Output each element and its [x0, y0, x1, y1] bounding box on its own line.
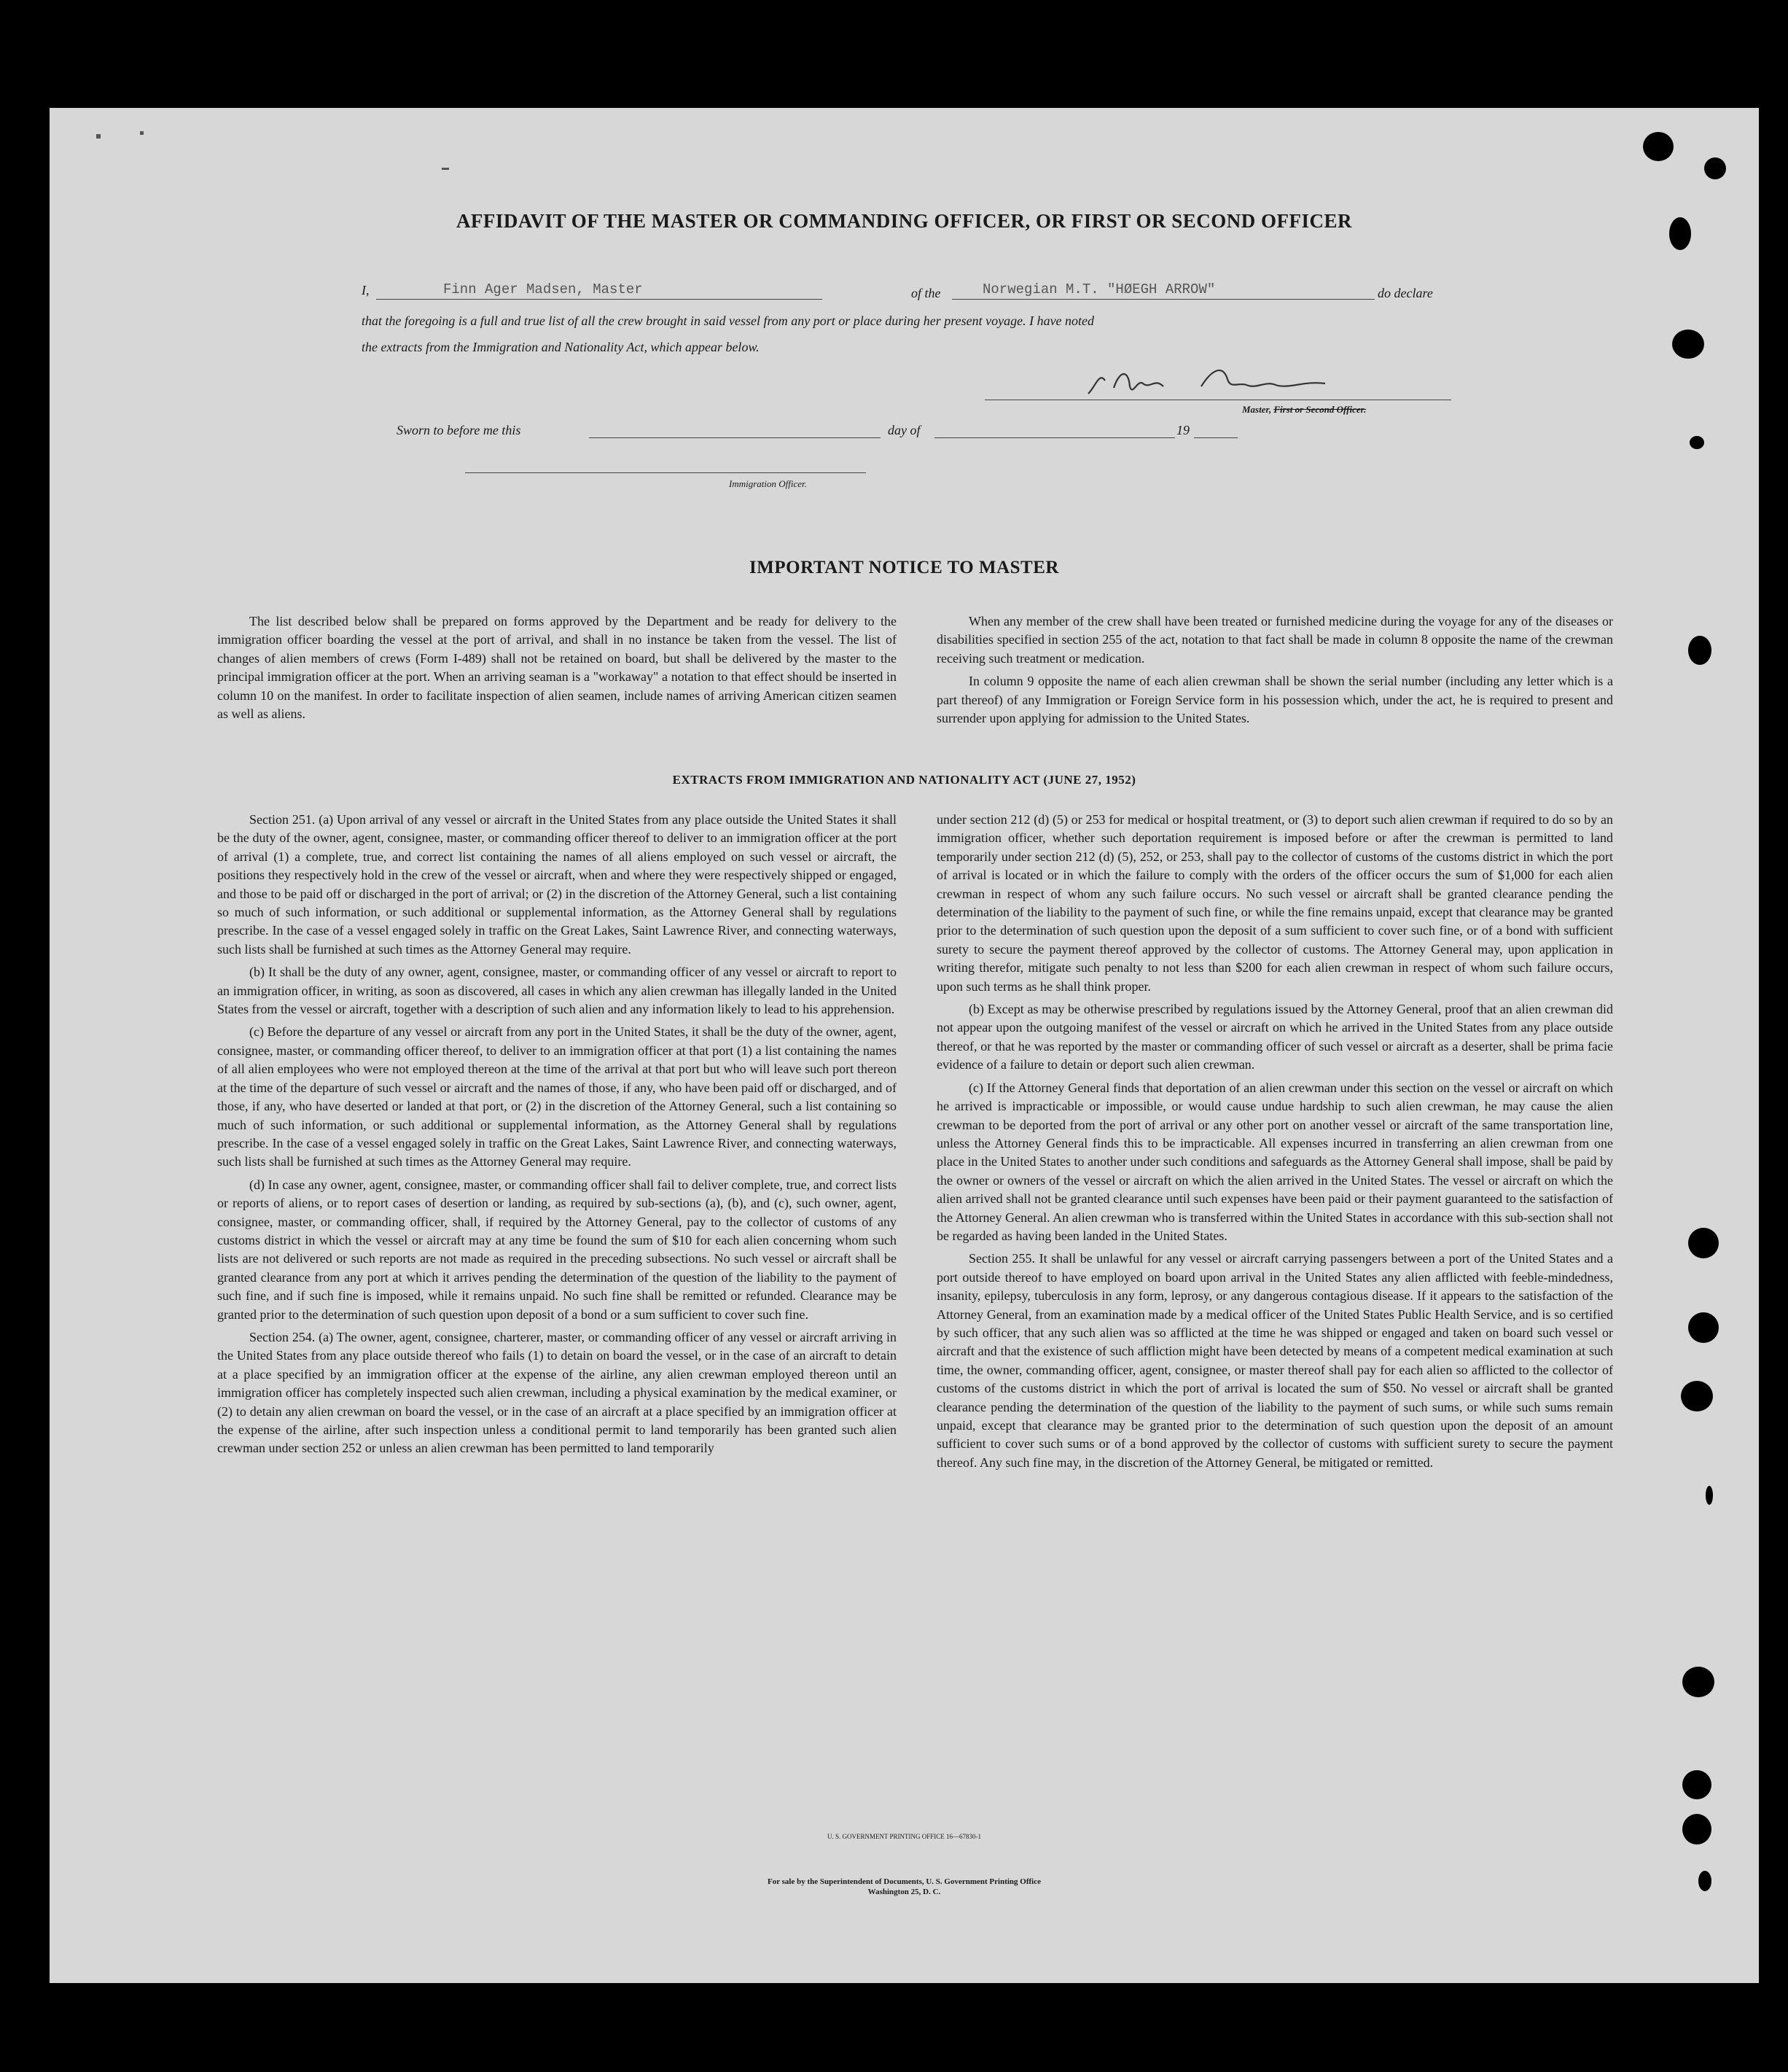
name-line [376, 299, 822, 300]
notice-left-column [217, 612, 897, 728]
section-paragraph: (b) Except as may be otherwise prescribed by regulations issued by the Attorney General, proof that an alien crewman did not appear upon the outgoing manifest of the vessel or aircraft on which he arrived in the United States from any place outside thereof, or that he was reported by the master or commanding officer of such vessel or aircraft as a deserter, shall be prima facie evidence of a failure to detain or deport such alien crewman. [937, 1002, 1613, 1072]
section-paragraph: (c) Before the departure of any vessel or aircraft from any port in the United States, it shall be the duty of the owner, agent, consignee, master, or commanding officer thereof, to deliver to an immigration officer at that port (1) a list containing the names of all alien employees who were not employed thereon at the time of the arrival at that port but who will leave such port thereon at the time of the departure of such vessel or aircraft and the names of those, if any, who have been paid off or discharged, and of those, if any, who have deserted or landed at that port, or (2) in the discretion of the Attorney General, such a list containing so much of such information, or such additional or supplemental information, as the Attorney General shall by regulations prescribe. In the case of a vessel engaged solely in traffic on the Great Lakes, Saint Lawrence River, and connecting waterways, such lists shall be furnished at such times as the Attorney General may require. [217, 1024, 897, 1169]
binder-hole [1672, 330, 1704, 359]
sworn-label: Sworn to before me this [397, 423, 521, 437]
declaration-line-2: the extracts from the Immigration and Nationality Act, which appear below. [362, 340, 760, 354]
scan-speck [96, 134, 101, 139]
scan-speck [442, 168, 449, 170]
vessel-name-value: Norwegian M.T. "HØEGH ARROW" [983, 281, 1216, 297]
scan-speck [140, 131, 144, 135]
notice-title: IMPORTANT NOTICE TO MASTER [749, 558, 1059, 577]
year-prefix: 19 [1176, 423, 1190, 437]
officer-line [465, 472, 866, 473]
binder-hole [1682, 1814, 1711, 1845]
master-name-value: Finn Ager Madsen, Master [443, 281, 643, 297]
signature-caption: Master, First or Second Officer. [1242, 404, 1367, 415]
binder-hole [1669, 217, 1691, 250]
section-paragraph: under section 212 (d) (5) or 253 for medical or hospital treatment, or (3) to deport such alien crewman if required to do so by an immigration officer, whether such deportation requirement is imposed before or after the crewman is permitted to land temporarily under section 212 (d) (5), 252, or 253, shall pay to the collector of customs of the customs district in which the port of arrival is located or in which the failure to comply with the orders of the officer occurs the sum of $1,000 for each alien crewman in respect of whom any such failure occurs. No such vessel or aircraft shall be granted clearance pending the determination of the liability to the payment of such fine, or while the fine remains unpaid, except that clearance may be granted prior to the determination of such question upon the deposit of a sum sufficient to cover such fine, or of a bond with sufficient surety to secure the payment thereof approved by the collector of customs. The Attorney General may, upon application in writing therefor, mitigate such penalty to not less than $200 for each alien crewman in respect of whom such failure occurs, upon such terms as he shall think proper. [937, 812, 1613, 994]
of-the-label: of the [911, 286, 941, 300]
notice-paragraph: When any member of the crew shall have been treated or furnished medicine during the voyage for any of the diseases or disabilities specified in section 255 of the act, notation to that fact shall be made in column 8 opposite the name of the crewman receiving such treatment or medication. [937, 614, 1613, 666]
immigration-officer-label: Immigration Officer. [729, 478, 807, 489]
binder-hole [1681, 1381, 1713, 1411]
sale-notice-line-1: For sale by the Superintendent of Documents, U. S. Government Printing Office [768, 1877, 1041, 1886]
section-paragraph: Section 254. (a) The owner, agent, consignee, charterer, master, or commanding officer of any vessel or aircraft arriving in the United States from any place outside thereof who fails (1) to detain on board the vessel, or in the case of an aircraft to detain at a place specified by an immigration officer at the expense of the airline, any alien crewman employed thereon until an immigration officer has completely inspected such alien crewman, including a physical examination by the medical examiner, or (2) to detain any alien crewman on board the vessel, or in the case of an aircraft at a place specified by an immigration officer at the expense of the airline, after such inspection unless a conditional permit to land temporarily has been granted such alien crewman under section 252 or unless an alien crewman has been permitted to land temporarily [217, 1329, 897, 1456]
i-label: I, [362, 283, 370, 297]
binder-hole [1682, 1667, 1714, 1697]
section-paragraph: (c) If the Attorney General finds that deportation of an alien crewman under this section on the vessel or aircraft on which he arrived is impracticable or impossible, or would cause undue hardship to such alien crewman, he may cause the alien crewman to be deported from the port of arrival or any other port on another vessel or aircraft of the same transportation line, unless the Attorney General finds this to be impracticable. All expenses incurred in transferring an alien crewman from one place in the United States to another under such conditions and safeguards as the Attorney General shall impose, shall be paid by the owner or owners of the vessel or aircraft on which the alien arrived in the United States. The vessel or aircraft on which the alien arrived shall not be granted clearance until such expenses have been paid or their payment guaranteed to the satisfaction of the Attorney General. An alien crewman who is transferred within the United States in accordance with this sub-section shall not be regarded as having been landed in the United States. [937, 1080, 1613, 1243]
extracts-right-column [937, 811, 1613, 1476]
binder-hole [1682, 1770, 1711, 1799]
sworn-day-line [589, 437, 881, 438]
sale-notice-line-2: Washington 25, D. C. [867, 1888, 941, 1896]
vessel-line [952, 299, 1375, 300]
binder-hole [1688, 636, 1711, 665]
year-line [1194, 437, 1238, 438]
binder-hole [1706, 1486, 1713, 1505]
declaration-line-1: that the foregoing is a full and true list of all the crew brought in said vessel from any port or place during her present voyage. I have noted [362, 313, 1095, 328]
binder-hole [1690, 436, 1704, 449]
section-paragraph: (b) It shall be the duty of any owner, agent, consignee, master, or commanding officer of any vessel or aircraft to report to an immigration officer, in writing, as soon as discovered, all cases in which any alien crewman has illegally landed in the United States from the vessel or aircraft, together with a description of such alien and any information likely to lead to his apprehension. [217, 965, 897, 1017]
binder-hole [1698, 1871, 1711, 1891]
section-paragraph: (d) In case any owner, agent, consignee, master, or commanding officer shall fail to deliver complete, true, and correct lists or reports of aliens, or to report cases of desertion or landing, as required by sub-sections (a), (b), and (c), such owner, agent, consignee, master, or commanding officer, shall, if required by the Attorney General, pay to the collector of customs of any customs district in which the vessel or aircraft may at any time be found the sum of $10 for each alien concerning whom such lists are not delivered or such reports are not made as required in the preceding subsections. No such vessel or aircraft shall be granted clearance from any port at which it arrives pending the determination of the question of the liability to the payment of such fine, and if such fine is imposed, while it remains unpaid. No such fine shall be remitted or refunded. Clearance may be granted prior to the determination of such question upon deposit of a bond or a sum sufficient to cover such fine. [217, 1177, 897, 1322]
notice-paragraph: In column 9 opposite the name of each alien crewman shall be shown the serial number (including any letter which is a part thereof) of any Immigration or Foreign Service form in his possession which, under the act, he is required to present and surrender upon applying for admission to the United States. [937, 674, 1613, 726]
sworn-month-line [934, 437, 1175, 438]
printing-office-line: U. S. GOVERNMENT PRINTING OFFICE 16—67830-1 [827, 1833, 982, 1840]
master-signature [1085, 365, 1362, 402]
extracts-left-column [217, 811, 897, 1463]
binder-hole [1688, 1228, 1719, 1258]
affidavit-title: AFFIDAVIT OF THE MASTER OR COMMANDING OFFICER, OR FIRST OR SECOND OFFICER [456, 210, 1353, 232]
do-declare-label: do declare [1378, 286, 1433, 300]
day-of-label: day of [888, 423, 921, 437]
binder-hole [1643, 132, 1674, 161]
extracts-title: EXTRACTS FROM IMMIGRATION AND NATIONALITY ACT (JUNE 27, 1952) [672, 773, 1136, 787]
section-paragraph: Section 255. It shall be unlawful for any vessel or aircraft carrying passengers between a port of the United States and a port outside thereof to have employed on board upon arrival in the United States any alien afflicted with feeble-mindedness, insanity, epilepsy, tuberculosis in any form, leprosy, or any dangerous contagious disease. If it appears to the satisfaction of the Attorney General, from an examination made by a medical officer of the United States Public Health Service, and is so certified by such officer, that any such alien was so afflicted at the time he was shipped or engaged and taken on board such vessel or aircraft and that the existence of such affliction might have been detected by means of a competent medical examination at such time, the owner, commanding officer, agent, consignee, or master thereof shall pay for each alien so afflicted to the collector of customs of the customs district in which the port of arrival is located the sum of $50. No vessel or aircraft shall be granted clearance pending the determination of the question of the liability to the payment of such sums, or while such sums remain unpaid, except that clearance may be granted prior to the determination of such question upon the deposit of an amount sufficient to cover such sums or of a bond approved by the collector of customs with sufficient surety to secure the payment thereof. Any such fine may, in the discretion of the Attorney General, be mitigated or remitted. [937, 1251, 1613, 1470]
binder-hole [1704, 157, 1726, 179]
section-paragraph: Section 251. (a) Upon arrival of any vessel or aircraft in the United States from any place outside the United States it shall be the duty of the owner, agent, consignee, master, or commanding officer thereof to deliver to an immigration officer at the port of arrival (1) a complete, true, and correct list containing the names of all aliens employed on such vessel or aircraft, the positions they respectively hold in the crew of the vessel or aircraft, when and where they were respectively shipped or engaged, and those to be paid off or discharged in the port of arrival; or (2) in the discretion of the Attorney General, such a list containing so much of such information, or such additional or supplemental information, as the Attorney General shall by regulations prescribe. In the case of a vessel engaged solely in traffic on the Great Lakes, Saint Lawrence River, and connecting waterways, such lists shall be furnished at such times as the Attorney General may require. [217, 812, 897, 957]
notice-right-column [937, 612, 1613, 732]
form-sheet [50, 108, 1759, 1983]
notice-paragraph: The list described below shall be prepared on forms approved by the Department and be ready for delivery to the immigration officer boarding the vessel at the port of arrival, and shall in no instance be taken from the vessel. The list of changes of alien members of crews (Form I-489) shall not be retained on board, but shall be delivered by the master to the principal immigration officer at the port. When an arriving seaman is a "workaway" a notation to that effect should be inserted in column 10 on the manifest. In order to facilitate inspection of alien seamen, include names of arriving American citizen seamen as well as aliens. [217, 614, 897, 722]
binder-hole [1688, 1312, 1719, 1343]
